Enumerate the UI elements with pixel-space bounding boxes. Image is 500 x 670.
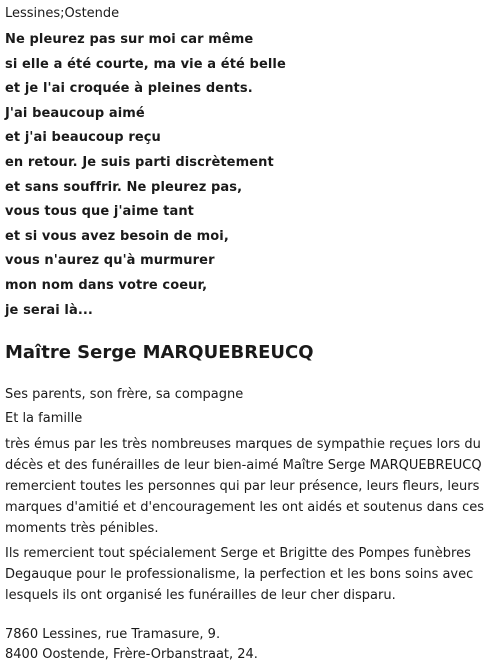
poem-line: mon nom dans votre coeur, [5,277,208,293]
address-oostende: 8400 Oostende, Frère-Orbanstraat, 24. [5,647,258,662]
special-thanks-paragraph: Ils remercient tout spécialement Serge et Brigitte des Pompes funèbres Degauque pour le professionalisme, la perfection et les bons soins avec lesquels ils ont organisé les funérailles de leur cher disparu. [5,546,474,603]
poem-line: je serai là... [5,302,93,318]
poem-line: et sans souffrir. Ne pleurez pas, [5,179,243,195]
moved-line-1: très émus par les très nombreuses marques de sympathie reçues lors du [5,437,481,452]
poem-line: J'ai beaucoup aimé [5,105,145,121]
address-lessines: 7860 Lessines, rue Tramasure, 9. [5,627,221,642]
family-line-2: Et la famille [5,411,83,426]
location-header: Lessines;Ostende [5,6,120,21]
moved-paragraph [5,434,497,476]
moved-line-2: décès et des funérailles de leur bien-aimé Maître Serge MARQUEBREUCQ [5,458,482,473]
poem-line: et j'ai beaucoup reçu [5,130,161,146]
poem-line: et je l'ai croquée à pleines dents. [5,81,253,97]
poem [5,28,286,323]
poem-line: vous n'aurez qu'à murmurer [5,253,215,269]
poem-line: Ne pleurez pas sur moi car même [5,32,254,47]
poem-line: si elle a été courte, ma vie a été belle [5,56,286,72]
poem-line: vous tous que j'aime tant [5,204,195,220]
deceased-name: Maître Serge MARQUEBREUCQ [5,342,314,363]
family-line: Ses parents, son frère, sa compagne [5,387,244,402]
poem-line: et si vous avez besoin de moi, [5,228,229,244]
thanks-paragraph: remercient toutes les personnes qui par leur présence, leurs fleurs, leurs marques d'amitié et d'encouragement les ont aidés et soutenus dans ces moments très pénibles. [5,479,484,536]
poem-line: en retour. Je suis parti discrètement [5,154,274,170]
